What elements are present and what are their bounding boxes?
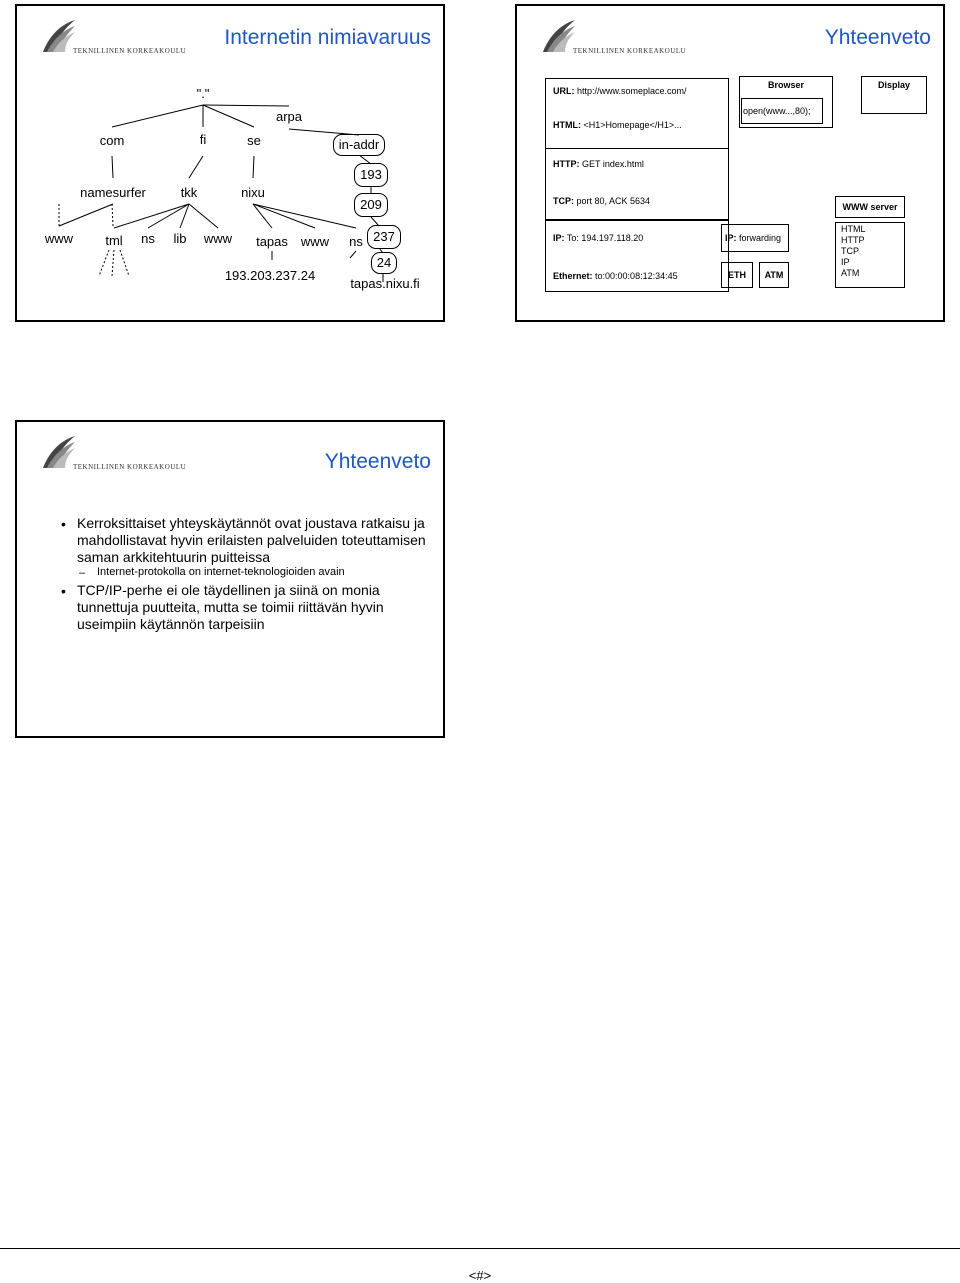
node-com: com xyxy=(99,133,125,148)
browser-label: Browser xyxy=(767,80,804,90)
ethernet-row xyxy=(553,271,678,281)
node-root: "." xyxy=(196,86,210,101)
http-label: HTTP: xyxy=(553,159,580,169)
node-193: 193 xyxy=(360,167,382,182)
logo-text: TEKNILLINEN KORKEAKOULU xyxy=(73,463,187,471)
node-24: 24 xyxy=(376,255,392,270)
tcp-row xyxy=(553,196,650,206)
node-namesurfer: namesurfer xyxy=(80,185,146,200)
ethernet-label: Ethernet: xyxy=(553,271,593,281)
slide-title: Yhteenveto xyxy=(824,26,931,49)
ethernet-value: to:00:00:08:12:34:45 xyxy=(595,271,678,281)
node-www: www xyxy=(44,231,74,246)
ip-address-label: 193.203.237.24 xyxy=(224,268,316,283)
server-stack-html: HTML xyxy=(841,224,866,234)
bullet-1: Kerroksittaiset yhteyskäytännöt ovat joustava ratkaisu ja mahdollistavat hyvin erilaisten palveluiden toteuttamisen saman arkkitehtuurin puitteissa xyxy=(77,515,426,565)
sub-bullet: Internet-protokolla on internet-teknologioiden avain xyxy=(97,566,345,578)
ip-label: IP: xyxy=(553,233,565,243)
bullet-dot: • xyxy=(61,516,66,532)
node-tkk: tkk xyxy=(180,185,198,200)
page-marker: <#> xyxy=(468,1268,492,1283)
router-ip-row xyxy=(725,233,781,243)
node-tapas: tapas xyxy=(256,234,288,249)
server-stack-ip: IP xyxy=(841,257,850,267)
html-label: HTML: xyxy=(553,120,581,130)
node-se: se xyxy=(247,133,261,148)
node-arpa: arpa xyxy=(275,109,303,124)
server-title: WWW server xyxy=(842,202,898,212)
ip-value: To: 194.197.118.20 xyxy=(566,233,644,243)
node-tml: tml xyxy=(105,233,123,248)
server-stack-http: HTTP xyxy=(841,235,865,245)
client-ip-divider xyxy=(545,220,729,221)
slide-title: Yhteenveto xyxy=(324,450,431,473)
ip-row xyxy=(553,233,643,243)
server-stack-atm: ATM xyxy=(841,268,860,278)
slide-title: Internetin nimiavaruus xyxy=(224,26,431,49)
tcp-value: port 80, ACK 5634 xyxy=(576,196,651,206)
open-call: open(www...,80); xyxy=(743,106,811,116)
tkk-logo xyxy=(539,16,689,58)
display-label: Display xyxy=(877,80,910,90)
node-nixu: nixu xyxy=(241,185,265,200)
slide-summary-stack xyxy=(515,4,945,322)
slide-summary-text xyxy=(15,420,445,738)
logo-text: TEKNILLINEN KORKEAKOULU xyxy=(73,47,187,55)
url-label: URL: xyxy=(553,86,575,96)
node-237: 237 xyxy=(373,229,395,244)
router-ip-label: IP: xyxy=(725,233,737,243)
sub-bullet-dash: – xyxy=(79,567,86,579)
tkk-logo xyxy=(39,432,189,474)
server-stack-tcp: TCP xyxy=(841,246,859,256)
node-ns-nixu: ns xyxy=(349,234,363,249)
http-row xyxy=(553,159,644,169)
hostname-label: tapas.nixu.fi xyxy=(350,276,420,291)
node-in-addr: in-addr xyxy=(338,137,380,152)
http-value: GET index.html xyxy=(582,159,644,169)
router-ip-value: forwarding xyxy=(739,233,782,243)
router-atm: ATM xyxy=(764,270,784,280)
logo-text: TEKNILLINEN KORKEAKOULU xyxy=(573,47,687,55)
node-fi: fi xyxy=(199,132,207,147)
bullet-2: TCP/IP-perhe ei ole täydellinen ja siinä on monia tunnettuja puutteita, mutta se toimii riittävän hyvin useimpiin käytännön tarpeisiin xyxy=(77,582,384,632)
footer-rule xyxy=(0,1248,960,1249)
router-eth: ETH xyxy=(728,270,746,280)
node-209: 209 xyxy=(360,197,382,212)
html-row xyxy=(553,120,682,130)
node-www-nixu: www xyxy=(300,234,330,249)
node-www-tkk: www xyxy=(203,231,233,246)
bullet-dot: • xyxy=(61,583,66,599)
tcp-label: TCP: xyxy=(553,196,574,206)
node-ns: ns xyxy=(141,231,155,246)
slide-namespace xyxy=(15,4,445,322)
url-row xyxy=(553,86,687,96)
html-value: <H1>Homepage</H1>... xyxy=(583,120,682,130)
node-lib: lib xyxy=(173,231,187,246)
url-value: http://www.someplace.com/ xyxy=(577,86,687,96)
